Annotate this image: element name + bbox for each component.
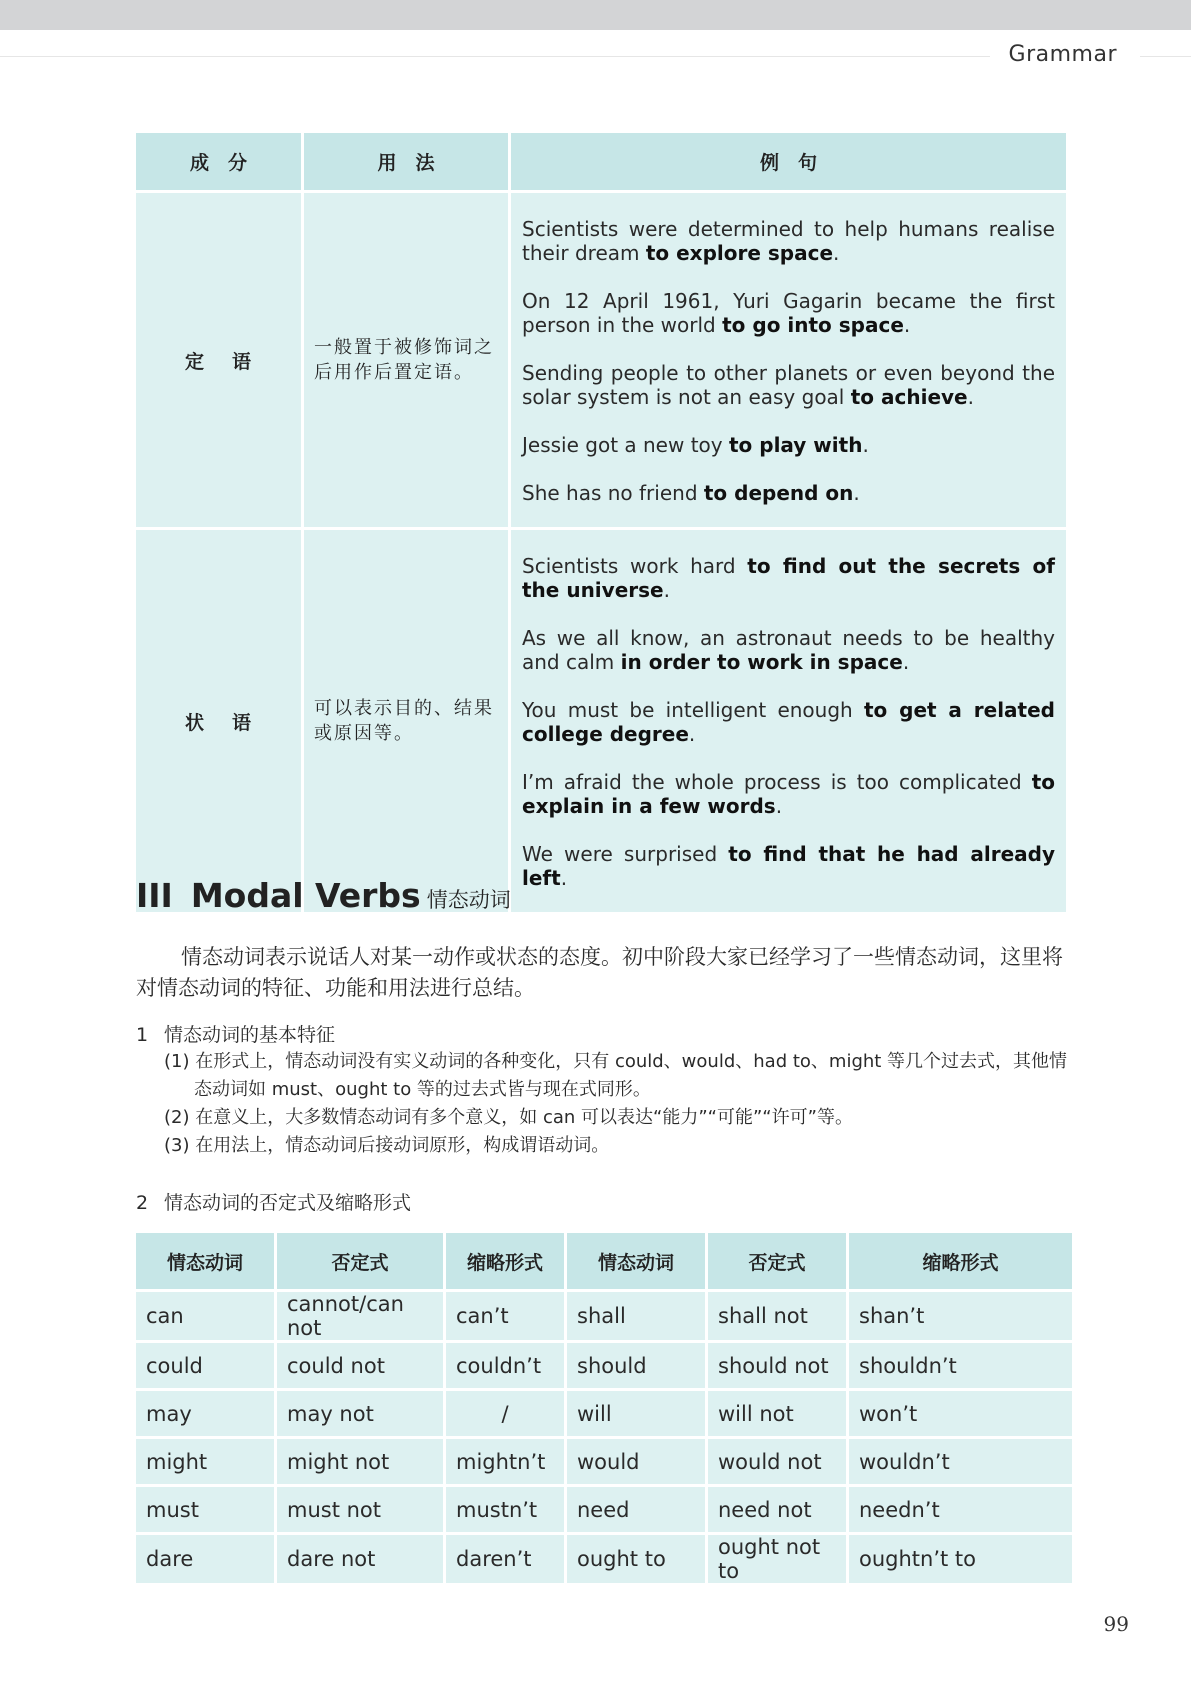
example-sentence: On 12 April 1961, Yuri Gagarin became the first person in the world to go into space. <box>522 289 1055 337</box>
table-row <box>136 1535 1072 1583</box>
example-sentence: She has no friend to depend on. <box>522 481 860 505</box>
table-cell: can <box>136 1292 274 1340</box>
example-sentence: Scientists work hard to find out the secrets of the universe. <box>522 554 1055 602</box>
table-cell: could <box>136 1343 274 1388</box>
examples-cell <box>511 530 1066 912</box>
col-header: 情态动词 <box>567 1233 705 1289</box>
section-title-cn: 情态动词 <box>426 888 511 912</box>
table-cell: wouldn’t <box>849 1439 1072 1484</box>
table-cell: ought to <box>567 1535 705 1583</box>
example-sentence: Jessie got a new toy to play with. <box>522 433 869 457</box>
col-header: 缩略形式 <box>849 1233 1072 1289</box>
table-cell: may <box>136 1391 274 1436</box>
table-row <box>136 1487 1072 1532</box>
list-item: (2) 在意义上，大多数情态动词有多个意义，如 can 可以表达“能力”“可能”“许可”等。 <box>164 1107 853 1128</box>
section-heading <box>136 876 511 915</box>
examples-cell <box>511 193 1066 527</box>
table-row <box>136 193 1066 527</box>
table-cell: cannot/can not <box>277 1292 443 1340</box>
section-title: Modal Verbs <box>190 876 421 915</box>
header-examples: 例 句 <box>511 133 1066 190</box>
table-row <box>136 1439 1072 1484</box>
table-cell: would <box>567 1439 705 1484</box>
table-cell: mustn’t <box>446 1487 564 1532</box>
list-item: (1) 在形式上，情态动词没有实义动词的各种变化，只有 could、would、had to、might 等几个过去式，其他情态动词如 must、ought to 等的过去式皆与现在式同形。 <box>164 1051 1068 1100</box>
modal-verbs-table <box>133 1230 1075 1586</box>
table-cell: shall <box>567 1292 705 1340</box>
header-rule-left <box>0 56 990 57</box>
table-cell: might <box>136 1439 274 1484</box>
table-cell: mightn’t <box>446 1439 564 1484</box>
usage-cell: 可以表示目的、结果或原因等。 <box>304 530 508 912</box>
table-cell: shouldn’t <box>849 1343 1072 1388</box>
header-usage: 用 法 <box>304 133 508 190</box>
list-item: (3) 在用法上，情态动词后接动词原形，构成谓语动词。 <box>164 1135 610 1156</box>
table-row <box>136 1391 1072 1436</box>
table-cell: dare not <box>277 1535 443 1583</box>
col-header: 否定式 <box>277 1233 443 1289</box>
intro-paragraph: 情态动词表示说话人对某一动作或状态的态度。初中阶段大家已经学习了一些情态动词，这里将对情态动词的特征、功能和用法进行总结。 <box>136 945 1063 1000</box>
table-row <box>136 530 1066 912</box>
table-cell: / <box>446 1391 564 1436</box>
table-cell: needn’t <box>849 1487 1072 1532</box>
usage-cell: 一般置于被修饰词之后用作后置定语。 <box>304 193 508 527</box>
section-number: III <box>136 876 173 915</box>
table-row <box>136 1292 1072 1340</box>
table-cell: will <box>567 1391 705 1436</box>
table-cell: should not <box>708 1343 846 1388</box>
header-rule-right <box>1140 56 1191 57</box>
table-row <box>136 1343 1072 1388</box>
table-cell: would not <box>708 1439 846 1484</box>
infinitive-table <box>133 130 1069 915</box>
features-list <box>164 1048 1074 1160</box>
table-cell: can’t <box>446 1292 564 1340</box>
table-cell: could not <box>277 1343 443 1388</box>
table-cell: must not <box>277 1487 443 1532</box>
table-cell: oughtn’t to <box>849 1535 1072 1583</box>
example-sentence: Sending people to other planets or even beyond the solar system is not an easy goal to achieve. <box>522 361 1055 409</box>
table-cell: couldn’t <box>446 1343 564 1388</box>
subheading-features: 1 情态动词的基本特征 <box>136 1024 336 1046</box>
table-cell: need not <box>708 1487 846 1532</box>
table-cell: should <box>567 1343 705 1388</box>
header-component: 成 分 <box>136 133 301 190</box>
subheading-negatives: 2 情态动词的否定式及缩略形式 <box>136 1192 412 1214</box>
col-header: 否定式 <box>708 1233 846 1289</box>
example-sentence: I’m afraid the whole process is too complicated to explain in a few words. <box>522 770 1055 818</box>
table-cell: shan’t <box>849 1292 1072 1340</box>
component-cell: 定语 <box>136 193 301 527</box>
table-cell: may not <box>277 1391 443 1436</box>
table-cell: ought not to <box>708 1535 846 1583</box>
col-header: 缩略形式 <box>446 1233 564 1289</box>
table-cell: daren’t <box>446 1535 564 1583</box>
example-sentence: We were surprised to find that he had already left. <box>522 842 1055 890</box>
top-band <box>0 0 1191 30</box>
component-cell: 状语 <box>136 530 301 912</box>
example-sentence: You must be intelligent enough to get a related college degree. <box>522 698 1055 746</box>
table-cell: must <box>136 1487 274 1532</box>
table-cell: will not <box>708 1391 846 1436</box>
section-tag: Grammar <box>1008 42 1117 67</box>
example-sentence: Scientists were determined to help humans realise their dream to explore space. <box>522 217 1055 265</box>
table-cell: need <box>567 1487 705 1532</box>
table-cell: won’t <box>849 1391 1072 1436</box>
page-number: 99 <box>1103 1612 1129 1636</box>
table-cell: might not <box>277 1439 443 1484</box>
table-cell: shall not <box>708 1292 846 1340</box>
example-sentence: As we all know, an astronaut needs to be healthy and calm in order to work in space. <box>522 626 1055 674</box>
col-header: 情态动词 <box>136 1233 274 1289</box>
table-cell: dare <box>136 1535 274 1583</box>
